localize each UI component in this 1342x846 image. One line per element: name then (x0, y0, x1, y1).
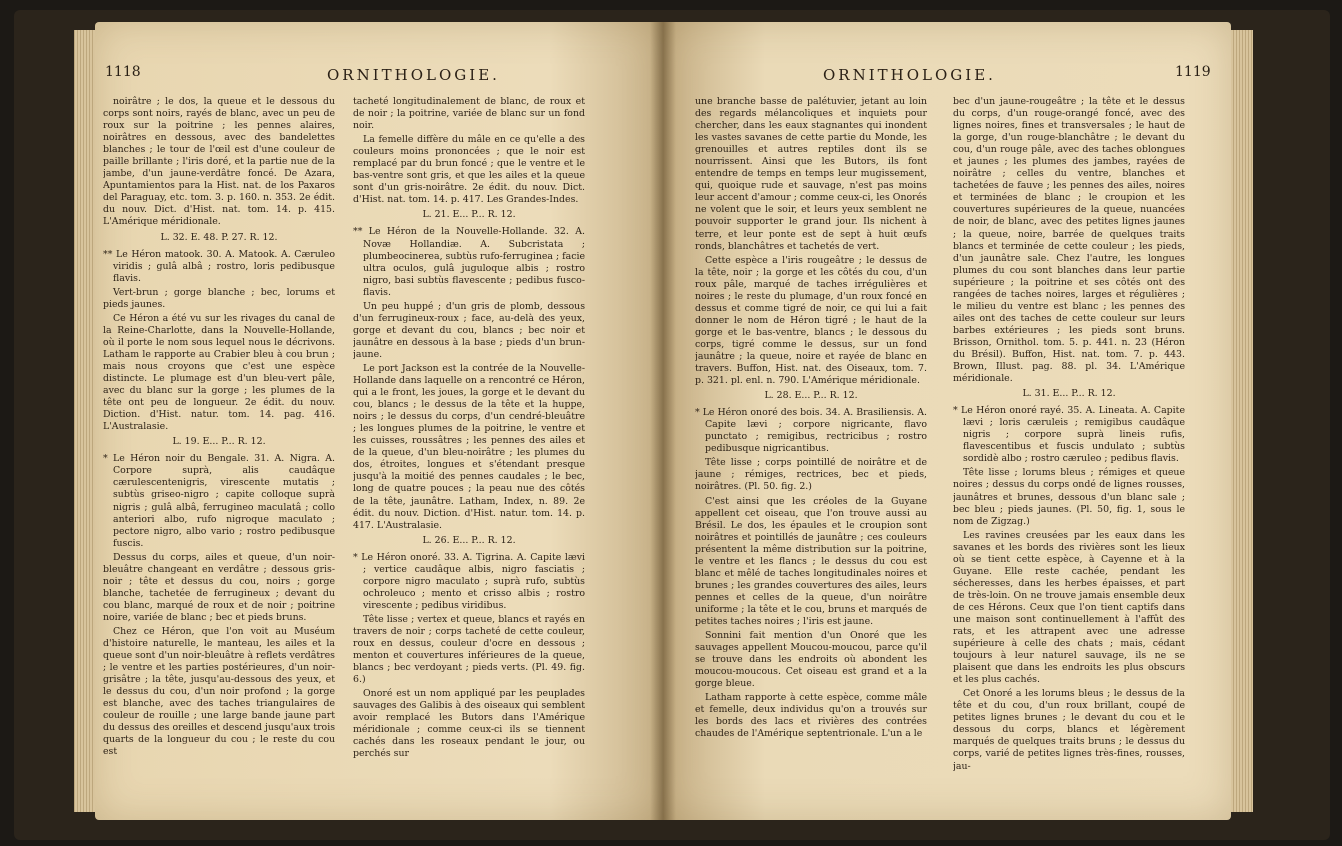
paragraph: Vert-brun ; gorge blanche ; bec, lorums et pieds jaunes. (103, 286, 335, 310)
species-entry: * Le Héron onoré rayé. 35. A. Lineata. A. Capite lævi ; loris cæruleis ; remigibus caudâque nigris ; corpore suprà lineis rufis, flavescentibus et fuscis undulato ; subtùs sordidè albo ; rostro cæruleo ; pedibus flavis. (953, 405, 1185, 465)
paragraph: La femelle diffère du mâle en ce qu'elle a des couleurs moins prononcées ; que le noir est remplacé par du brun foncé ; que le ventre et le bas-ventre sont gris, et que les ailes et la queue sont d'un gris-noirâtre. 2e édit. du nouv. Dict. d'Hist. nat. tom. 14. p. 417. Les Grandes-Indes. (353, 134, 585, 206)
measurements: L. 26. E... P... R. 12. (422, 534, 516, 546)
text-column-1 (695, 96, 927, 808)
measurements: L. 28. E... P... R. 12. (764, 390, 858, 402)
running-head: ORNITHOLOGIE. (823, 66, 996, 84)
paragraph: Dessus du corps, ailes et queue, d'un noir-bleuâtre changeant en verdâtre ; dessous gris-noir ; tête et dessus du cou, noirs ; gorge blanche, tachetée de ferrugineux ; devant du cou blanc, marqué de roux et de noir ; poitrine noire, variée de blanc ; bec et pieds bruns. (103, 551, 335, 623)
paragraph: tacheté longitudinalement de blanc, de roux et de noir ; la poitrine, variée de blanc sur un fond noir. (353, 96, 585, 132)
running-head: ORNITHOLOGIE. (327, 66, 500, 84)
measurements: L. 31. E... P... R. 12. (1022, 388, 1116, 400)
paragraph: Cette espèce a l'iris rougeâtre ; le dessus de la tête, noir ; la gorge et les côtés du cou, d'un roux pâle, marqué de taches irrégulières et noires ; le reste du plumage, d'un roux foncé en dessus et comme tigré de noir, ce qui lui a fait donner le nom de Héron tigré ; le haut de la gorge et le bas-ventre, blancs ; le dessous du corps, tigré comme le dessus, sur un fond jaunâtre ; la queue, noire et rayée de blanc en travers. Buffon, Hist. nat. des Oiseaux, tom. 7. p. 321. pl. enl. n. 790. L'Amérique méridionale. (695, 254, 927, 387)
right-page (663, 22, 1231, 820)
page-edges-right (1231, 30, 1253, 812)
paragraph: Tête lisse ; corps pointillé de noirâtre et de jaune ; rémiges, rectrices, bec et pieds, noirâtres. (Pl. 50. fig. 2.) (695, 457, 927, 493)
paragraph: bec d'un jaune-rougeâtre ; la tête et le dessus du corps, d'un rouge-orangé foncé, avec des lignes noires, fines et transversales ; le haut de la gorge, d'un rouge-blanchâtre ; le devant du cou, d'un rouge pâle, avec des taches oblongues et jaunes ; les plumes des jambes, rayées de noirâtre ; celles du ventre, blanches et tachetées de fauve ; les pennes des ailes, noires et terminées de blanc ; le croupion et les couvertures supérieures de la queue, nuancées de noir, de blanc, avec des petites lignes jaunes ; la queue, noire, barrée de quelques traits blancs et terminée de cette couleur ; les pieds, d'un jaunâtre sale. Chez l'autre, les longues plumes du cou sont blanches dans leur partie supérieure ; la poitrine et ses côtés ont des rangées de taches noires, larges et régulières ; le milieu du ventre est blanc ; les pennes des ailes ont des taches de cette couleur sur leurs barbes extérieures ; les pieds sont bruns. Brisson, Ornithol. tom. 5. p. 441. n. 23 (Héron du Brésil). Buffon, Hist. nat. tom. 7. p. 443. Brown, Illust. pag. 88. pl. 34. L'Amérique méridionale. (953, 96, 1185, 385)
paragraph: Sonnini fait mention d'un Onoré que les sauvages appellent Moucou-moucou, parce qu'il se trouve dans les endroits où abondent les moucou-moucous. Cet oiseau est grand et a la gorge bleue. (695, 630, 927, 690)
paragraph: Tête lisse ; vertex et queue, blancs et rayés en travers de noir ; corps tacheté de cette couleur, roux en dessus, couleur d'ocre en dessous ; menton et couvertures inférieures de la queue, blancs ; bec verdoyant ; pieds verts. (Pl. 49. fig. 6.) (353, 613, 585, 686)
paragraph: une branche basse de palétuvier, jetant au loin des regards mélancoliques et inquiets pour chercher, dans les eaux stagnantes qui inondent les vastes savanes de cette partie du Monde, les grenouilles et autres reptiles dont ils se nourrissent. Ainsi que les Butors, ils font entendre de temps en temps leur mugissement, qui, quoique rude et sauvage, n'est pas moins leur accent d'amour ; comme ceux-ci, les Onorés ne volent que le soir, et leurs yeux semblent ne pouvoir supporter le grand jour. Ils nichent à terre, et leur ponte est de sept à huit œufs ronds, blanchâtres et tachetés de vert. (695, 96, 927, 252)
paragraph: noirâtre ; le dos, la queue et le dessous du corps sont noirs, rayés de blanc, avec un peu de roux sur la poitrine ; les pennes alaires, noirâtres en dessous, avec des bandelettes blanches ; le tour de l'œil est d'une couleur de paille brillante ; l'iris doré, et la partie nue de la jambe, d'un jaune-verdâtre foncé. De Azara, Apuntamientos para la Hist. nat. de los Paxaros del Paraguay, etc. tom. 3. p. 160. n. 353. 2e édit. du nouv. Dict. d'Hist. nat. tom. 14. p. 415. L'Amérique méridionale. (103, 96, 335, 228)
page-edges-left (74, 30, 96, 812)
paragraph: Un peu huppé ; d'un gris de plomb, dessous d'un ferrugineux-roux ; face, au-delà des yeux, gorge et devant du cou, blancs ; bec noir et jaunâtre en dessous à la base ; pieds d'un brun-jaune. (353, 300, 585, 360)
text-column-2 (953, 96, 1185, 808)
paragraph: Latham rapporte à cette espèce, comme mâle et femelle, deux individus qu'on a trouvés sur les bords des lacs et rivières des contrées chaudes de l'Amérique septentrionale. L'un a le (695, 692, 927, 740)
paragraph: Onoré est un nom appliqué par les peuplades sauvages des Galibis à des oiseaux qui semblent avoir remplacé les Butors dans l'Amérique méridionale ; comme ceux-ci ils se tiennent cachés dans les roseaux pendant le jour, ou perchés sur (353, 688, 585, 760)
book-gutter (650, 22, 676, 820)
paragraph: Chez ce Héron, que l'on voit au Muséum d'histoire naturelle, le manteau, les ailes et la queue sont d'un noir-bleuâtre à reflets verdâtres ; le ventre et les parties postérieures, d'un noir-grisâtre ; la tête, jusqu'au-dessous des yeux, et le dessus du cou, d'un noir profond ; la gorge est blanche, avec des taches triangulaires de couleur de rouille ; une large bande jaune part du dessus des oreilles et descend jusqu'aux trois quarts de la longueur du cou ; le reste du cou est (103, 625, 335, 758)
measurements: L. 32. E. 48. P. 27. R. 12. (160, 231, 278, 243)
text-column-2 (353, 96, 585, 808)
species-entry: ** Le Héron matook. 30. A. Matook. A. Cæruleo viridis ; gulâ albâ ; rostro, loris pedibusque flavis. (103, 248, 335, 284)
measurements: L. 21. E... P... R. 12. (422, 209, 516, 221)
paragraph: Ce Héron a été vu sur les rivages du canal de la Reine-Charlotte, dans la Nouvelle-Hollande, où il porte le nom sous lequel nous le décrivons. Latham le rapporte au Crabier bleu à cou brun ; mais nous croyons que c'est une espèce distincte. Le plumage est d'un bleu-vert pâle, avec du blanc sur la gorge ; les plumes de la tête ont peu de longueur. 2e édit. du nouv. Diction. d'Hist. natur. tom. 14. pag. 416. L'Australasie. (103, 312, 335, 433)
page-number: 1119 (1175, 64, 1211, 80)
text-column-1 (103, 96, 335, 808)
paragraph: Le port Jackson est la contrée de la Nouvelle-Hollande dans laquelle on a rencontré ce Héron, qui a le front, les joues, la gorge et le devant du cou, blancs ; le dessus de la tête et la huppe, noirs ; le dessus du corps, d'un cendré-bleuâtre ; les longues plumes de la poitrine, le ventre et les cuisses, roussâtres ; les pennes des ailes et de la queue, d'un bleu-noirâtre ; les plumes du dos, étroites, longues et s'étendant presque jusqu'à la moitié des pennes caudales ; le bec, long de quatre pouces ; la peau nue des côtés de la tête, jaunâtre. Latham, Index, n. 89. 2e édit. du nouv. Diction. d'Hist. natur. tom. 14. p. 417. L'Australasie. (353, 362, 585, 531)
species-entry: * Le Héron onoré. 33. A. Tigrina. A. Capite lævi ; vertice caudâque albis, nigro fasciatis ; corpore nigro maculato ; suprà rufo, subtùs ochroleuco ; mento et crisso albis ; rostro virescente ; pedibus viridibus. (353, 551, 585, 611)
page-number: 1118 (105, 64, 141, 80)
species-entry: * Le Héron onoré des bois. 34. A. Brasiliensis. A. Capite lævi ; corpore nigricante, flavo punctato ; remigibus, rectricibus ; rostro pedibusque nigricantibus. (695, 407, 927, 455)
measurements: L. 19. E... P... R. 12. (172, 436, 266, 448)
species-entry: ** Le Héron de la Nouvelle-Hollande. 32. A. Novæ Hollandiæ. A. Subcristata ; plumbeocinerea, subtùs rufo-ferruginea ; facie ultra oculos, gulâ juguloque albis ; rostro nigro, basi subtùs flavescente ; pedibus fusco-flavis. (353, 226, 585, 298)
paragraph: Cet Onoré a les lorums bleus ; le dessus de la tête et du cou, d'un roux brillant, coupé de petites lignes brunes ; le devant du cou et le dessous du corps, blancs et légèrement marqués de quelques traits bruns ; le dessus du corps, varié de petites lignes très-fines, rousses, jau- (953, 688, 1185, 772)
left-page (95, 22, 663, 820)
paragraph: Tête lisse ; lorums bleus ; rémiges et queue noires ; dessus du corps ondé de lignes rousses, jaunâtres et brunes, dessous d'un blanc sale ; bec bleu ; pieds jaunes. (Pl. 50, fig. 1, sous le nom de Zigzag.) (953, 467, 1185, 527)
paragraph: C'est ainsi que les créoles de la Guyane appellent cet oiseau, que l'on trouve aussi au Brésil. Le dos, les épaules et le croupion sont noirâtres et pointillés de jaunâtre ; ces couleurs présentent la même distribution sur la poitrine, le ventre et les flancs ; le dessus du cou est blanc et mêlé de taches longitudinales noires et brunes ; les grandes couvertures des ailes, leurs pennes et celles de la queue, d'un noirâtre uniforme ; la tête et le cou, bruns et marqués de petites taches noires ; l'iris est jaune. (695, 495, 927, 627)
species-entry: * Le Héron noir du Bengale. 31. A. Nigra. A. Corpore suprà, alis caudâque cærulescentenigris, virescente mutatis ; subtùs griseo-nigro ; capite colloque suprà nigris ; gulâ albâ, ferrugineo maculatâ ; collo anteriori albo, rufo nigroque maculato ; pectore nigro, albo vario ; rostro pedibusque fuscis. (103, 453, 335, 549)
paragraph: Les ravines creusées par les eaux dans les savanes et les bords des rivières sont les lieux où se tient cette espèce, à Cayenne et à la Guyane. Elle reste cachée, pendant les sécheresses, dans les herbes épaisses, et part de très-loin. On ne trouve jamais ensemble deux de ces Hérons. Ceux que l'on tient captifs dans une maison sont continuellement à l'affût des rats, et les attrapent avec une adresse supérieure à celle des chats ; mais, cédant toujours à leur naturel sauvage, ils ne se plaisent que dans les endroits les plus obscurs et les plus cachés. (953, 529, 1185, 686)
